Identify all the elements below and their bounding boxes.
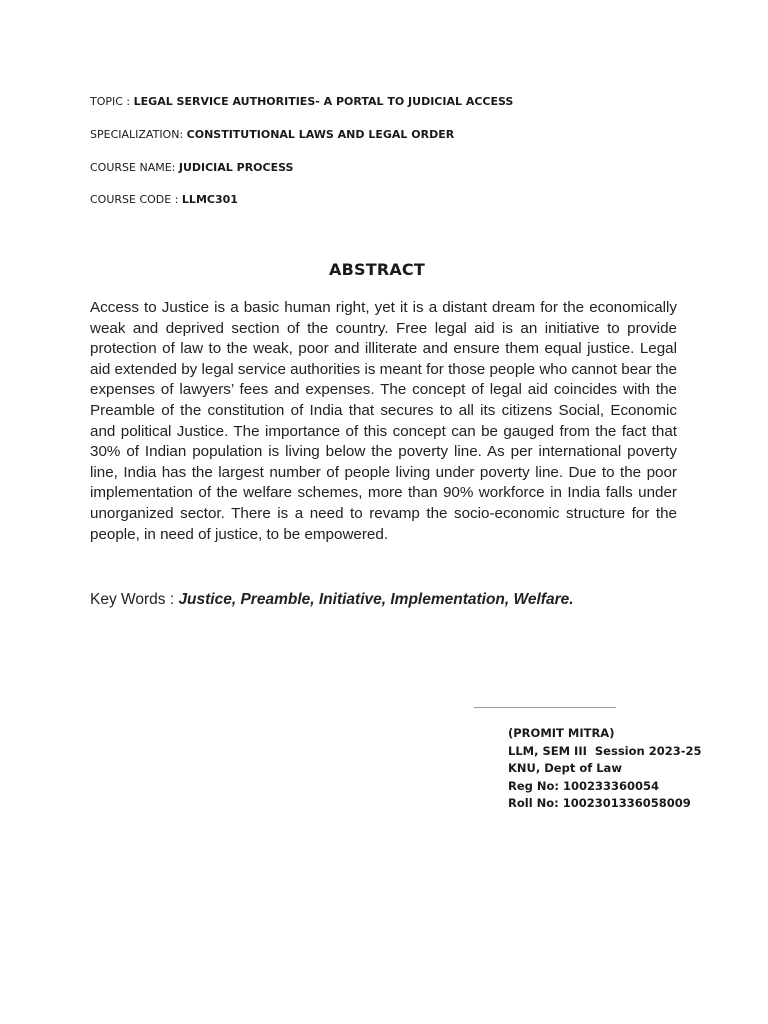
course-code-label: COURSE CODE : [90,193,182,206]
author-department: KNU, Dept of Law [508,761,622,776]
abstract-title: ABSTRACT [329,260,425,279]
abstract-paragraph: Access to Justice is a basic human right, yet it is a distant dream for the economically weak and deprived section of the country. Free legal aid is an initiative to provide protection of law to the weak, poor and illiterate and ensure them equal justice. Legal aid extended by legal service authorities is meant for those people who cannot bear the expenses of lawyers’ fees and expenses. The concept of legal aid coincides with the Preamble of the constitution of India that secures to all its citizens Social, Economic and political Justice. The importance of this concept can be gauged from the fact that 30% of Indian population is living below the poverty line. As per international poverty line, India has the largest number of people living under poverty line. Due to the poor implementation of the welfare schemes, more than 90% workforce in India falls under unorganized sector. There is a need to revamp the socio-economic structure for the people, in need of justice, to be empowered. [90,299,677,543]
author-name: (PROMIT MITRA) [508,726,615,740]
author-reg-no: Reg No: 100233360054 [508,778,660,793]
topic-label: TOPIC : [90,95,134,108]
course-code-line [90,193,238,207]
course-code-value: LLMC301 [181,193,238,206]
course-name-label: COURSE NAME: [90,161,179,174]
keywords-label: Key Words : [90,591,179,608]
topic-line [90,95,513,109]
keywords-values: Justice, Preamble, Initiative, Implementation, Welfare. [178,591,574,608]
course-name-line [90,161,293,175]
signature-line [474,707,616,708]
signature-block [508,725,702,813]
specialization-line [90,128,454,142]
topic-value: LEGAL SERVICE AUTHORITIES- A PORTAL TO JUDICIAL ACCESS [133,95,514,108]
specialization-value: CONSTITUTIONAL LAWS AND LEGAL ORDER [186,128,455,141]
author-program: LLM, SEM III Session 2023-25 [508,743,702,758]
author-roll-no: Roll No: 1002301336058009 [508,796,691,811]
specialization-label: SPECIALIZATION: [90,128,187,141]
keywords-line [90,590,574,610]
course-name-value: JUDICIAL PROCESS [178,161,294,174]
